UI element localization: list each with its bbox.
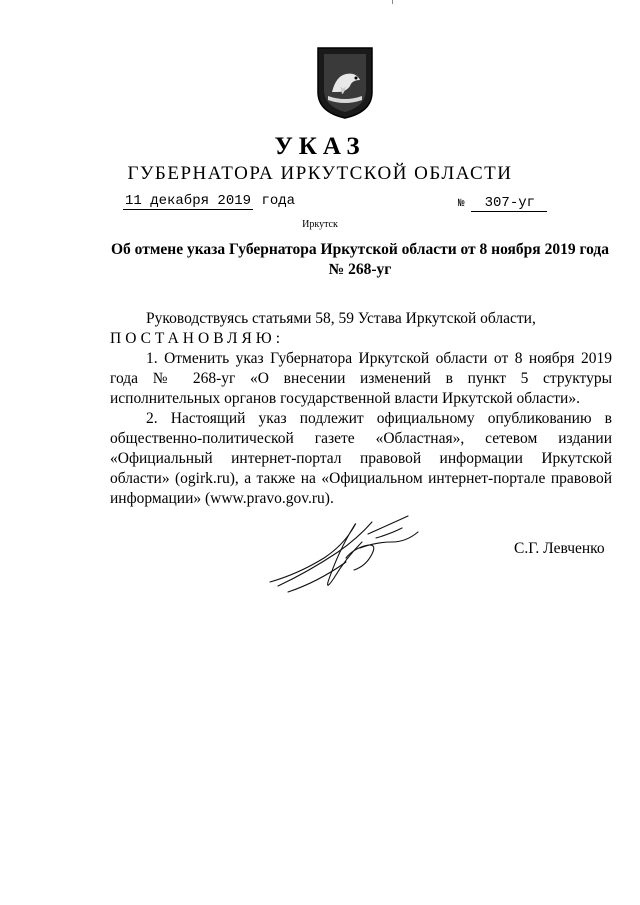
handwritten-signature: [268, 512, 428, 596]
scan-mark: [392, 0, 393, 4]
document-title: УКАЗ: [274, 133, 366, 160]
document-heading: [110, 240, 610, 280]
coat-of-arms-emblem: [316, 46, 374, 120]
date-suffix: года: [261, 193, 296, 209]
number-line: [458, 195, 547, 212]
heading-line-1: Об отмене указа Губернатора Иркутской области от 8 ноября 2019 года: [110, 241, 609, 258]
date-line: [123, 193, 295, 210]
resolve-heading: ПОСТАНОВЛЯЮ:: [110, 330, 285, 347]
document-body: [110, 309, 612, 509]
preamble-paragraph: Руководствуясь статьями 58, 59 Устава Иркутской области,: [146, 310, 536, 327]
signer-name: С.Г. Левченко: [514, 540, 605, 557]
document-city: Иркутск: [302, 219, 338, 230]
heading-line-2: № 268-уг: [328, 261, 392, 278]
document-subtitle: ГУБЕРНАТОРА ИРКУТСКОЙ ОБЛАСТИ: [127, 163, 513, 184]
document-date: 11 декабря 2019: [125, 193, 252, 209]
item-1-paragraph: 1. Отменить указ Губернатора Иркутской области от 8 ноября 2019 года № 268-уг «О внесении изменений в пункт 5 структуры исполнительных органов государственной власти Иркутской области».: [110, 350, 612, 407]
number-sign: №: [458, 198, 465, 210]
item-2-paragraph: 2. Настоящий указ подлежит официальному опубликованию в общественно-политической газете «Областная», сетевом издании «Официальный интернет-портал правовой информации Иркутской области» (ogirk.ru), а также на «Официальном интернет-портале правовой информации» (www.pravo.gov.ru).: [110, 410, 612, 507]
document-number: 307-уг: [471, 195, 547, 212]
